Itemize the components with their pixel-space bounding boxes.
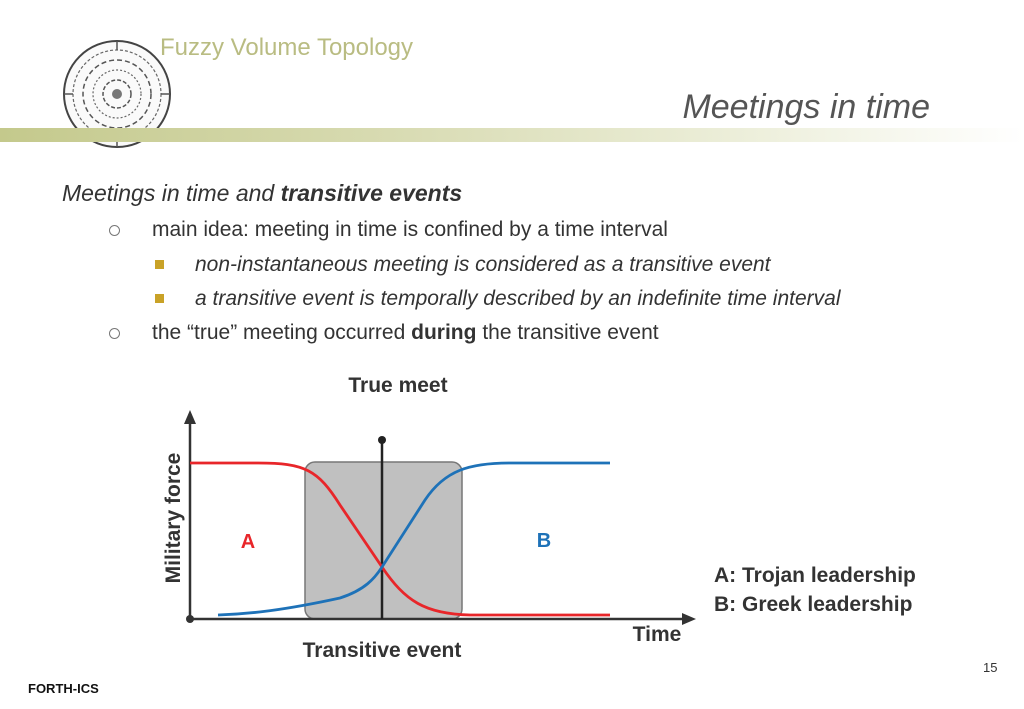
bullet-true-meeting-pre: the “true” meeting occurred <box>152 321 406 344</box>
bullet-true-meeting-post: the transitive event <box>482 321 659 344</box>
origin-dot <box>186 615 194 623</box>
slide-title: Meetings in time <box>682 88 930 126</box>
curve-a-label: A <box>240 531 256 553</box>
legend-b: B: Greek leadership <box>714 593 913 616</box>
curve-b-label: B <box>536 530 552 552</box>
page-number: 15 <box>983 660 998 675</box>
sub-bullet-indefinite-interval: a transitive event is temporally described by an indefinite time interval <box>195 287 841 310</box>
y-axis-arrow-icon <box>184 410 196 424</box>
legend-a: A: Trojan leadership <box>714 564 916 587</box>
true-meet-dot <box>378 436 386 444</box>
x-axis-label: Time <box>632 623 682 646</box>
y-axis-label: Military force <box>162 452 185 584</box>
header-title: Fuzzy Volume Topology <box>160 34 414 61</box>
footer-org: FORTH-ICS <box>28 681 99 696</box>
heading-text: Meetings in time and <box>62 180 275 206</box>
true-meet-label: True meet <box>348 374 448 397</box>
transitive-event-label: Transitive event <box>302 639 462 662</box>
bullet-true-meeting-bold: during <box>411 321 477 344</box>
x-axis-arrow-icon <box>682 613 696 625</box>
bullet-main-idea: main idea: meeting in time is confined by a time interval <box>152 218 668 241</box>
sub-bullet-non-instantaneous: non-instantaneous meeting is considered as a transitive event <box>195 253 771 276</box>
heading-emphasis: transitive events <box>280 180 463 206</box>
